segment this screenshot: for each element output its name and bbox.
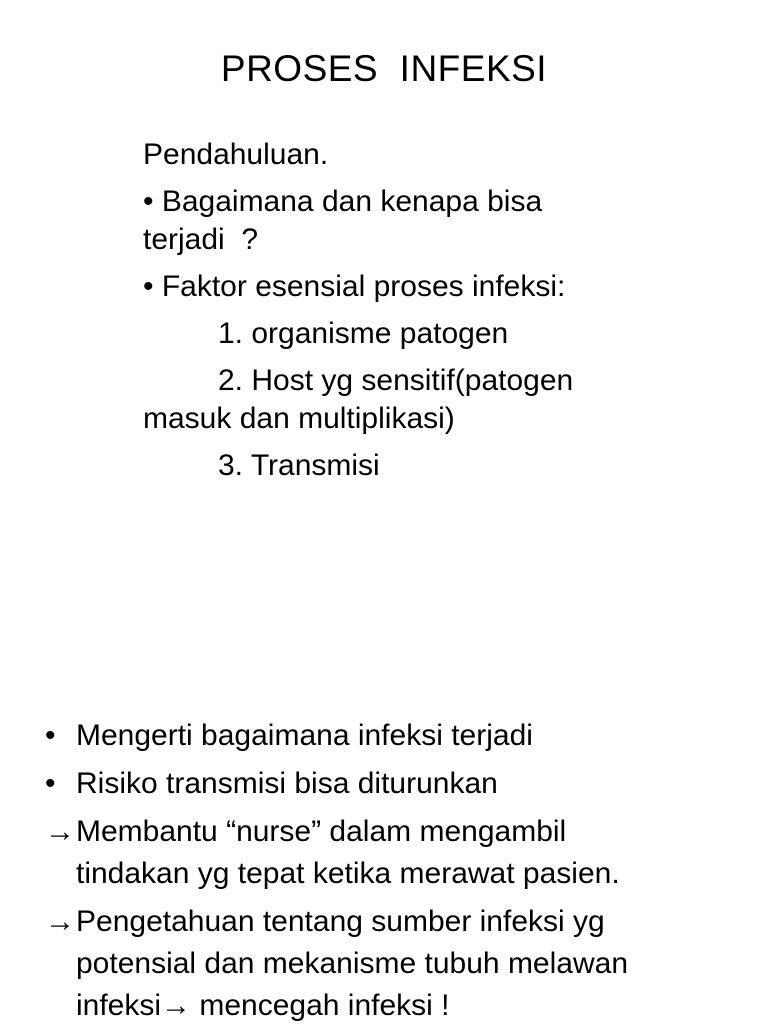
intro-bullet-1-line-2: terjadi ? <box>143 223 259 256</box>
factor-1: 1. organisme patogen <box>218 317 509 350</box>
arrow-icon: → <box>45 905 75 938</box>
bullet-marker: • <box>45 767 56 800</box>
list-item <box>45 901 745 1027</box>
intro-section <box>143 136 743 485</box>
factor-3: 3. Transmisi <box>218 449 380 482</box>
factor-2-line-1: 2. Host yg sensitif(patogen <box>218 364 574 397</box>
arrow-icon: → <box>45 815 75 848</box>
list-item <box>45 811 745 895</box>
list-item <box>45 763 745 805</box>
bullet-marker: • <box>45 719 56 752</box>
intro-bullet-1-line-1: • Bagaimana dan kenapa bisa <box>143 185 543 218</box>
list-item-text: Mengerti bagaimana infeksi terjadi <box>76 719 533 752</box>
list-item-text: potensial dan mekanisme tubuh melawan <box>76 947 628 980</box>
intro-bullet-2: • Faktor esensial proses infeksi: <box>143 270 566 303</box>
slide-title: PROSES INFEKSI <box>220 48 548 89</box>
list-item-text: tindakan yg tepat ketika merawat pasien. <box>76 857 620 890</box>
list-item-text: infeksi→ mencegah infeksi ! <box>76 989 450 1022</box>
list-item-text: Membantu “nurse” dalam mengambil <box>76 815 567 848</box>
list-item-text: Risiko transmisi bisa diturunkan <box>76 767 498 800</box>
intro-heading: Pendahuluan. <box>143 138 329 171</box>
list-item-text: Pengetahuan tentang sumber infeksi yg <box>76 905 605 938</box>
factor-2-line-2: masuk dan multiplikasi) <box>143 402 455 435</box>
key-points-list <box>45 715 745 1033</box>
list-item <box>45 715 745 757</box>
